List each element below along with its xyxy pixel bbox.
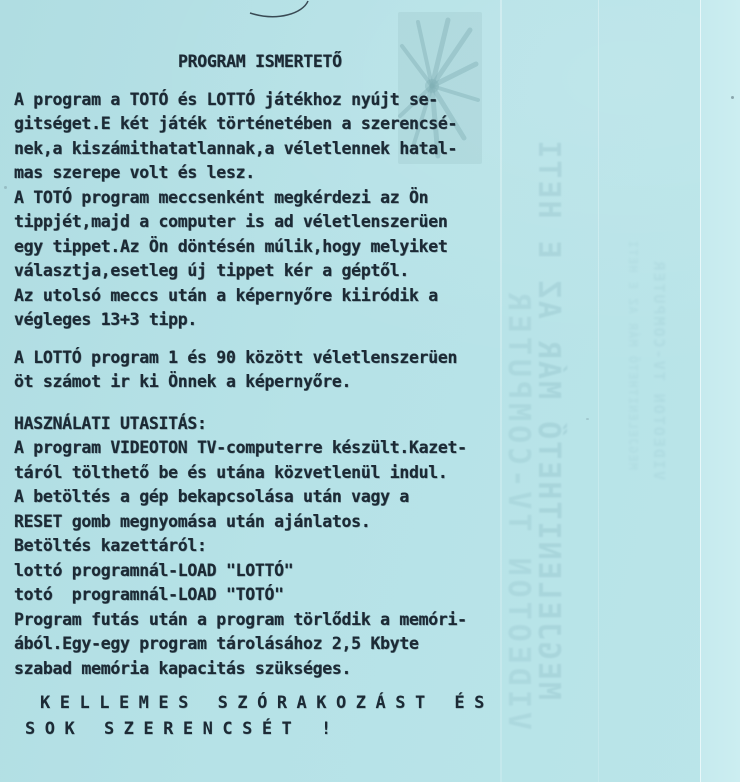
paper-speck <box>4 186 7 189</box>
document-body <box>14 50 614 742</box>
text-line: szabad memória kapacitás szükséges. <box>14 658 352 678</box>
closing-line: SOK SZERENCSÉT ! <box>25 719 341 739</box>
lotto-paragraph <box>14 346 614 395</box>
text-line: Az utolsó meccs után a képernyőre kiiródik a <box>14 285 438 305</box>
paper-speck <box>731 96 734 99</box>
print-through-faint-fragment: VIDEOTON TV-COMPUTER <box>650 259 668 480</box>
usage-instructions <box>14 412 614 682</box>
text-line: A LOTTÓ program 1 és 90 között véletlenszerüen <box>14 347 458 367</box>
section-heading: HASZNÁLATI UTASITÁS: <box>14 413 207 433</box>
text-line: mas szerepe volt és lesz. <box>14 163 255 182</box>
print-through-faint-fragment: MEGJELENITHETŐ MÁR AZ E HETI <box>626 239 640 470</box>
page-title: PROGRAM ISMERTETŐ <box>178 52 342 71</box>
text-line: gitséget.E két játék történetében a szerencsé- <box>14 114 458 133</box>
text-line: A program VIDEOTON TV-computerre készült.Kazet- <box>14 438 467 457</box>
text-line: választja,esetleg új tippet kér a géptől. <box>14 261 409 280</box>
text-line: ából.Egy-egy program tárolásához 2,5 Kbyte <box>14 634 419 653</box>
closing-line: KELLEMES SZÓRAKOZÁST ÉS <box>40 693 494 713</box>
text-line: A TOTÓ program meccsenként megkérdezi az Ön <box>14 187 429 207</box>
page-edge-strip <box>700 0 740 782</box>
text-line: végleges 13+3 tipp. <box>14 310 198 329</box>
text-line: Betöltés kazettáról: <box>14 536 207 555</box>
text-line: nek,a kiszámithatatlannak,a véletlennek hatal- <box>14 138 458 158</box>
pen-mark <box>240 0 330 30</box>
intro-paragraph <box>14 88 614 333</box>
print-through-text: VIDEOTON TV-COMPUTER <box>501 288 536 730</box>
print-through-text: MEGJELENITHETŐ MÁR AZ E HETI <box>531 138 566 700</box>
text-line: tippjét,majd a computer is ad véletlenszerüen <box>14 212 448 231</box>
closing-wish <box>14 690 614 742</box>
text-line: lottó programnál-LOAD "LOTTÓ" <box>14 560 294 580</box>
text-line: RESET gomb megnyomása után ajánlatos. <box>14 511 371 531</box>
text-line: A betöltés a gép bekapcsolása után vagy a <box>14 487 409 506</box>
text-line: egy tippet.Az Ön döntésén múlik,hogy melyiket <box>14 236 448 256</box>
text-line: totó programnál-LOAD "TOTÓ" <box>14 585 284 604</box>
text-line: Program futás után a program törlődik a memóri- <box>14 609 467 629</box>
text-line: öt számot ir ki Önnek a képernyőre. <box>14 372 352 391</box>
text-line: A program a TOTÓ és LOTTÓ játékhoz nyújt se- <box>14 89 438 109</box>
text-line: táról tölthető be és utána közvetlenül indul. <box>14 462 448 482</box>
